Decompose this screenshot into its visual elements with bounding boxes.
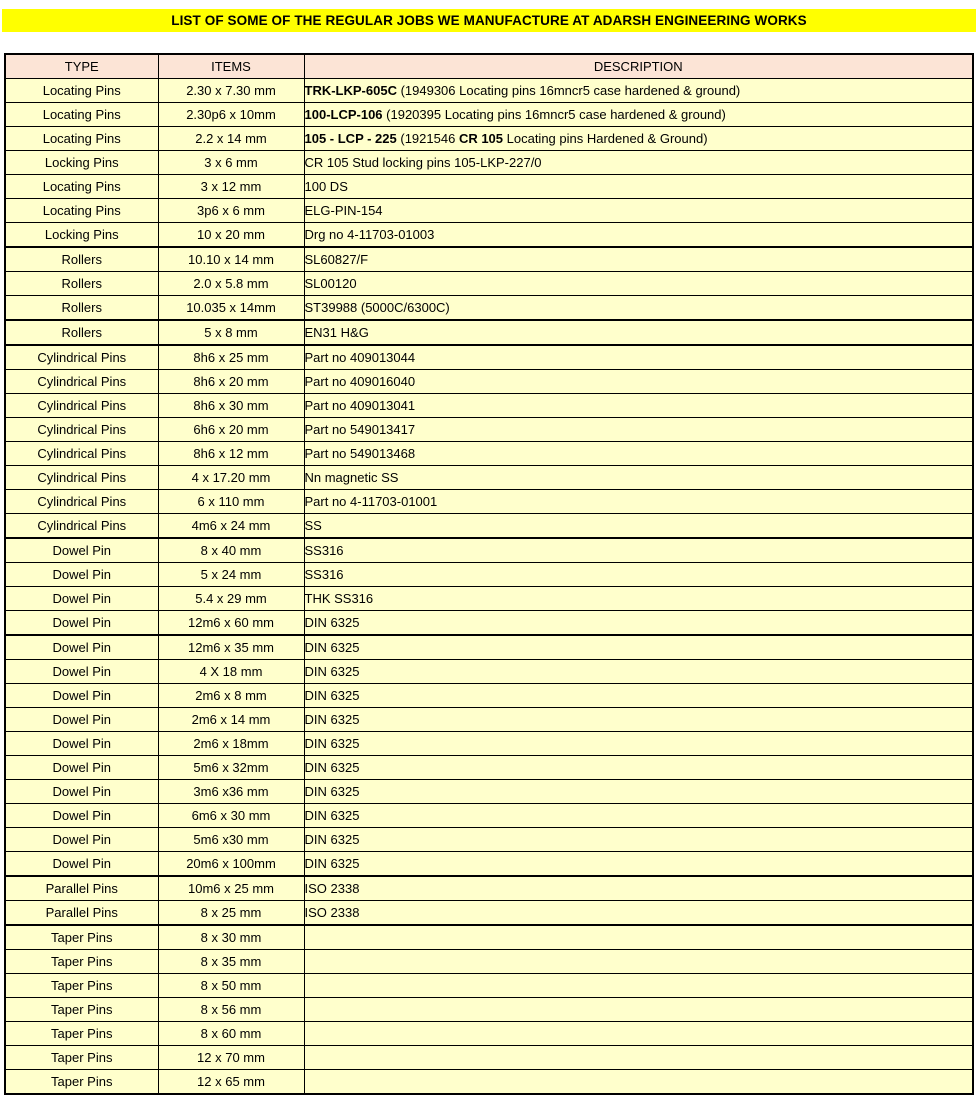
cell-description: Part no 4-11703-01001: [304, 490, 973, 514]
cell-items: 10.10 x 14 mm: [158, 247, 304, 272]
cell-description: DIN 6325: [304, 852, 973, 877]
table-row: [5, 320, 973, 345]
table-row: [5, 490, 973, 514]
table-row: [5, 587, 973, 611]
table-row: [5, 175, 973, 199]
cell-type: Cylindrical Pins: [5, 490, 158, 514]
cell-description: [304, 974, 973, 998]
cell-type: Cylindrical Pins: [5, 394, 158, 418]
cell-description: CR 105 Stud locking pins 105-LKP-227/0: [304, 151, 973, 175]
cell-type: Locking Pins: [5, 223, 158, 248]
cell-items: 8h6 x 30 mm: [158, 394, 304, 418]
cell-items: 8 x 35 mm: [158, 950, 304, 974]
cell-description: [304, 1022, 973, 1046]
cell-description: 100-LCP-106 (1920395 Locating pins 16mncr5 case hardened & ground): [304, 103, 973, 127]
job-list-table: [4, 53, 974, 1095]
table-row: [5, 852, 973, 877]
cell-items: 12 x 70 mm: [158, 1046, 304, 1070]
cell-items: 6 x 110 mm: [158, 490, 304, 514]
cell-items: 5 x 8 mm: [158, 320, 304, 345]
table-row: [5, 780, 973, 804]
cell-type: Locking Pins: [5, 151, 158, 175]
cell-items: 10 x 20 mm: [158, 223, 304, 248]
cell-type: Taper Pins: [5, 1070, 158, 1095]
table-row: [5, 1022, 973, 1046]
cell-type: Cylindrical Pins: [5, 442, 158, 466]
cell-type: Cylindrical Pins: [5, 418, 158, 442]
cell-items: 2.0 x 5.8 mm: [158, 272, 304, 296]
table-row: [5, 756, 973, 780]
cell-type: Dowel Pin: [5, 804, 158, 828]
cell-description: DIN 6325: [304, 684, 973, 708]
cell-items: 12 x 65 mm: [158, 1070, 304, 1095]
cell-description: SS: [304, 514, 973, 539]
cell-items: 8 x 30 mm: [158, 925, 304, 950]
cell-items: 10m6 x 25 mm: [158, 876, 304, 901]
cell-type: Dowel Pin: [5, 587, 158, 611]
cell-type: Locating Pins: [5, 199, 158, 223]
cell-items: 3 x 12 mm: [158, 175, 304, 199]
cell-type: Dowel Pin: [5, 538, 158, 563]
cell-description: TRK-LKP-605C (1949306 Locating pins 16mncr5 case hardened & ground): [304, 79, 973, 103]
cell-items: 2.2 x 14 mm: [158, 127, 304, 151]
table-row: [5, 974, 973, 998]
cell-items: 3 x 6 mm: [158, 151, 304, 175]
cell-type: Cylindrical Pins: [5, 514, 158, 539]
cell-items: 2.30 x 7.30 mm: [158, 79, 304, 103]
cell-type: Dowel Pin: [5, 732, 158, 756]
table-row: [5, 394, 973, 418]
table-row: [5, 466, 973, 490]
cell-type: Taper Pins: [5, 1046, 158, 1070]
cell-type: Taper Pins: [5, 950, 158, 974]
table-row: [5, 103, 973, 127]
table-row: [5, 611, 973, 636]
job-list-table-container: [4, 53, 972, 1095]
table-header-row: [5, 54, 973, 79]
cell-description: DIN 6325: [304, 828, 973, 852]
cell-description: DIN 6325: [304, 660, 973, 684]
cell-type: Parallel Pins: [5, 876, 158, 901]
cell-items: 3p6 x 6 mm: [158, 199, 304, 223]
cell-description: [304, 998, 973, 1022]
table-row: [5, 127, 973, 151]
cell-items: 6h6 x 20 mm: [158, 418, 304, 442]
cell-items: 5.4 x 29 mm: [158, 587, 304, 611]
cell-type: Rollers: [5, 247, 158, 272]
cell-items: 8h6 x 12 mm: [158, 442, 304, 466]
cell-type: Dowel Pin: [5, 611, 158, 636]
cell-type: Locating Pins: [5, 175, 158, 199]
table-row: [5, 247, 973, 272]
cell-items: 2m6 x 18mm: [158, 732, 304, 756]
cell-type: Dowel Pin: [5, 828, 158, 852]
table-row: [5, 514, 973, 539]
cell-description: Nn magnetic SS: [304, 466, 973, 490]
page-title: LIST OF SOME OF THE REGULAR JOBS WE MANUFACTURE AT ADARSH ENGINEERING WORKS: [171, 13, 807, 28]
cell-description: DIN 6325: [304, 756, 973, 780]
cell-description: ISO 2338: [304, 901, 973, 926]
cell-type: Taper Pins: [5, 1022, 158, 1046]
cell-items: 4 x 17.20 mm: [158, 466, 304, 490]
cell-type: Dowel Pin: [5, 780, 158, 804]
cell-description: Part no 549013468: [304, 442, 973, 466]
cell-description: Drg no 4-11703-01003: [304, 223, 973, 248]
cell-items: 12m6 x 35 mm: [158, 635, 304, 660]
cell-description: DIN 6325: [304, 611, 973, 636]
title-banner: [2, 9, 976, 32]
cell-items: 6m6 x 30 mm: [158, 804, 304, 828]
cell-description: Part no 409013044: [304, 345, 973, 370]
cell-description: ELG-PIN-154: [304, 199, 973, 223]
table-row: [5, 272, 973, 296]
cell-type: Dowel Pin: [5, 660, 158, 684]
table-head: [5, 54, 973, 79]
cell-type: Locating Pins: [5, 103, 158, 127]
cell-items: 8 x 40 mm: [158, 538, 304, 563]
cell-description: SL60827/F: [304, 247, 973, 272]
table-row: [5, 79, 973, 103]
cell-description: DIN 6325: [304, 804, 973, 828]
cell-description: EN31 H&G: [304, 320, 973, 345]
table-row: [5, 370, 973, 394]
cell-type: Dowel Pin: [5, 708, 158, 732]
cell-type: Rollers: [5, 272, 158, 296]
cell-description: DIN 6325: [304, 732, 973, 756]
cell-items: 8 x 50 mm: [158, 974, 304, 998]
cell-type: Dowel Pin: [5, 563, 158, 587]
cell-items: 3m6 x36 mm: [158, 780, 304, 804]
cell-items: 20m6 x 100mm: [158, 852, 304, 877]
table-row: [5, 296, 973, 321]
cell-items: 8h6 x 25 mm: [158, 345, 304, 370]
table-row: [5, 901, 973, 926]
cell-items: 5 x 24 mm: [158, 563, 304, 587]
cell-items: 5m6 x 32mm: [158, 756, 304, 780]
column-header-items: ITEMS: [158, 54, 304, 79]
table-row: [5, 804, 973, 828]
cell-type: Cylindrical Pins: [5, 370, 158, 394]
table-row: [5, 442, 973, 466]
cell-type: Rollers: [5, 296, 158, 321]
cell-description: 105 - LCP - 225 (1921546 CR 105 Locating pins Hardened & Ground): [304, 127, 973, 151]
cell-items: 8 x 25 mm: [158, 901, 304, 926]
cell-description: Part no 409013041: [304, 394, 973, 418]
table-row: [5, 950, 973, 974]
cell-type: Dowel Pin: [5, 852, 158, 877]
cell-type: Dowel Pin: [5, 684, 158, 708]
cell-items: 10.035 x 14mm: [158, 296, 304, 321]
table-row: [5, 1070, 973, 1095]
table-row: [5, 223, 973, 248]
table-row: [5, 418, 973, 442]
table-row: [5, 635, 973, 660]
cell-type: Cylindrical Pins: [5, 466, 158, 490]
cell-description: SS316: [304, 563, 973, 587]
cell-type: Taper Pins: [5, 925, 158, 950]
cell-type: Parallel Pins: [5, 901, 158, 926]
table-row: [5, 828, 973, 852]
cell-type: Dowel Pin: [5, 756, 158, 780]
cell-description: [304, 1046, 973, 1070]
table-row: [5, 925, 973, 950]
cell-items: 4 X 18 mm: [158, 660, 304, 684]
cell-description: [304, 925, 973, 950]
cell-description: DIN 6325: [304, 708, 973, 732]
cell-items: 12m6 x 60 mm: [158, 611, 304, 636]
cell-type: Locating Pins: [5, 79, 158, 103]
cell-items: 2m6 x 14 mm: [158, 708, 304, 732]
cell-description: SL00120: [304, 272, 973, 296]
cell-items: 2.30p6 x 10mm: [158, 103, 304, 127]
cell-description: Part no 409016040: [304, 370, 973, 394]
cell-items: 8h6 x 20 mm: [158, 370, 304, 394]
table-row: [5, 708, 973, 732]
table-row: [5, 538, 973, 563]
cell-items: 5m6 x30 mm: [158, 828, 304, 852]
cell-type: Cylindrical Pins: [5, 345, 158, 370]
table-row: [5, 1046, 973, 1070]
table-row: [5, 199, 973, 223]
table-row: [5, 660, 973, 684]
table-row: [5, 345, 973, 370]
cell-description: [304, 950, 973, 974]
cell-description: DIN 6325: [304, 635, 973, 660]
cell-items: 8 x 56 mm: [158, 998, 304, 1022]
table-body: [5, 79, 973, 1095]
cell-description: 100 DS: [304, 175, 973, 199]
table-row: [5, 732, 973, 756]
cell-description: SS316: [304, 538, 973, 563]
cell-type: Rollers: [5, 320, 158, 345]
cell-description: Part no 549013417: [304, 418, 973, 442]
table-row: [5, 998, 973, 1022]
cell-description: THK SS316: [304, 587, 973, 611]
cell-description: ST39988 (5000C/6300C): [304, 296, 973, 321]
table-row: [5, 684, 973, 708]
table-row: [5, 876, 973, 901]
cell-description: DIN 6325: [304, 780, 973, 804]
cell-description: [304, 1070, 973, 1095]
column-header-description: DESCRIPTION: [304, 54, 973, 79]
cell-type: Taper Pins: [5, 974, 158, 998]
cell-description: ISO 2338: [304, 876, 973, 901]
cell-type: Locating Pins: [5, 127, 158, 151]
cell-items: 2m6 x 8 mm: [158, 684, 304, 708]
table-row: [5, 563, 973, 587]
cell-type: Taper Pins: [5, 998, 158, 1022]
table-row: [5, 151, 973, 175]
cell-items: 8 x 60 mm: [158, 1022, 304, 1046]
cell-items: 4m6 x 24 mm: [158, 514, 304, 539]
cell-type: Dowel Pin: [5, 635, 158, 660]
column-header-type: TYPE: [5, 54, 158, 79]
